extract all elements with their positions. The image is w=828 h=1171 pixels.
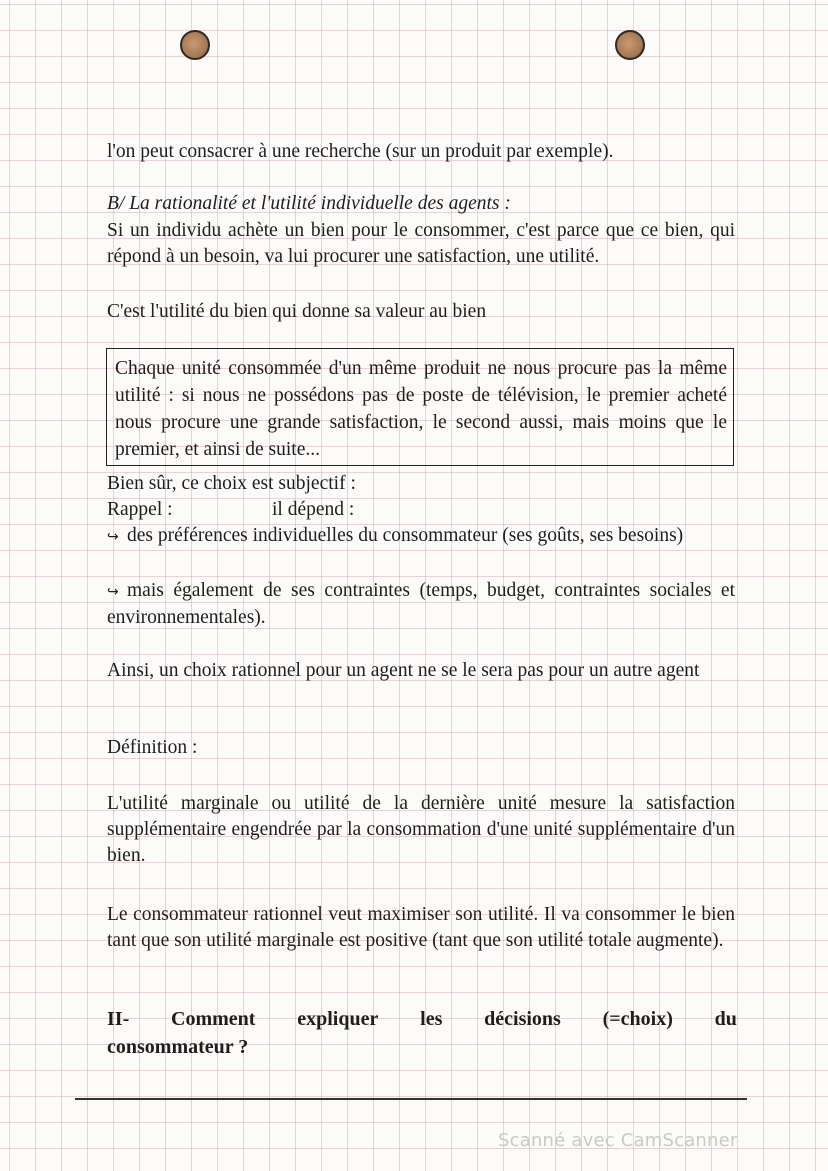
continued-line: l'on peut consacrer à une recherche (sur un produit par exemple). [107,141,614,162]
definition-label: Définition : [107,737,198,758]
heading-word: expliquer [297,1008,379,1030]
section-b-heading: B/ La rationalité et l'utilité individuelle des agents : [107,193,511,214]
definition-text: L'utilité marginale ou utilité de la dernière unité mesure la satisfaction supplémentaire engendrée par la consommation d'une unité supplémentaire d'un bien. [107,793,735,866]
page-bottom-rule [75,1098,747,1100]
heading-word: décisions [484,1008,561,1030]
heading-word: II- [107,1008,130,1030]
conclusion-paragraph: Ainsi, un choix rationnel pour un agent ne se le sera pas pour un autre agent [107,660,700,681]
section-b-paragraph: Si un individu achète un bien pour le consommer, c'est parce que ce bien, qui répond à un besoin, va lui procurer une satisfaction, une utilité. [107,220,735,267]
heading-word: les [420,1008,443,1030]
section-ii-heading [107,1008,737,1031]
hook-arrow-icon: ↪ [107,529,119,545]
rappel-line [107,497,735,523]
bullet-text: mais également de ses contraintes (temps, budget, contraintes sociales et environnementales). [107,580,735,628]
choice-subjective-line: Bien sûr, ce choix est subjectif : [107,473,356,494]
callout-box: Chaque unité consommée d'un même produit ne nous procure pas la même utilité : si nous ne possédons pas de poste de télévision, le premier acheté nous procure une grande satisfaction, le second aussi, mais moins que le premier, et ainsi de suite... [106,348,734,466]
heading-word: (=choix) [602,1008,673,1030]
depend-label: il dépend : [272,499,355,520]
rational-consumer-paragraph: Le consommateur rationnel veut maximiser son utilité. Il va consommer le bien tant que son utilité marginale est positive (tant que son utilité totale augmente). [107,904,735,951]
hook-arrow-icon: ↪ [107,584,119,600]
bullet-constraints [107,578,735,631]
binder-hole-right [615,30,645,60]
scanner-watermark: Scanné avec CamScanner [498,1130,738,1151]
rappel-label: Rappel : [107,499,173,520]
section-b-statement: C'est l'utilité du bien qui donne sa valeur au bien [107,301,487,322]
heading-word: du [714,1008,737,1030]
bullet-preferences [107,523,735,550]
section-ii-heading-line2: consommateur ? [107,1036,249,1058]
binder-hole-left [180,30,210,60]
heading-word: Comment [171,1008,256,1030]
bullet-text: des préférences individuelles du consommateur (ses goûts, ses besoins) [127,525,684,546]
